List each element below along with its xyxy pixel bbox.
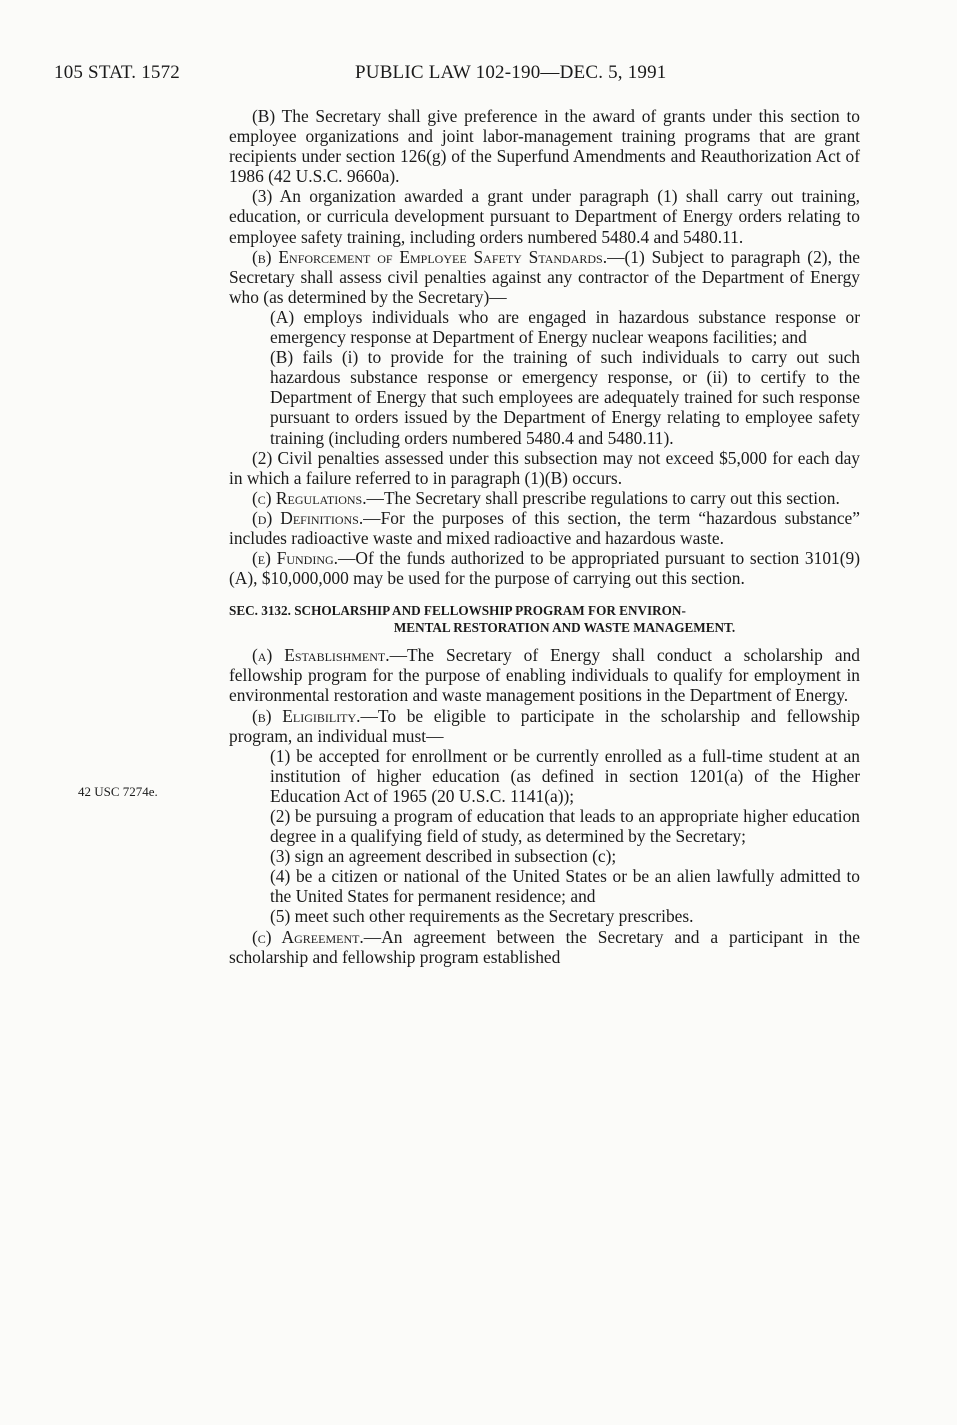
subsection-heading: (a) Establishment.— <box>252 645 407 666</box>
paragraph-3-organization: (3) An organization awarded a grant under paragraph (1) shall carry out training, education, or curricula development pursuant to Department of Energy orders relating to employee safety training, including orders numbered 5480.4 and 5480.11. <box>229 186 860 247</box>
subsection-heading: (c) Regulations.— <box>252 487 384 508</box>
subsection-heading: (c) Agreement.— <box>252 926 382 947</box>
statute-body <box>229 106 860 967</box>
paragraph-2-civil-penalties: (2) Civil penalties assessed under this subsection may not exceed $5,000 for each day in which a failure referred to in paragraph (1)(B) occurs. <box>229 447 860 488</box>
page-running-head: PUBLIC LAW 102-190—DEC. 5, 1991 <box>355 62 667 83</box>
margin-citation-note: 42 USC 7274e. <box>78 784 158 799</box>
subsection-heading: (d) Definitions.— <box>252 507 381 528</box>
eligibility-item-4: (4) be a citizen or national of the United States or be an alien lawfully admitted to the United States for permanent residence; and <box>270 866 860 907</box>
eligibility-item-5: (5) meet such other requirements as the Secretary prescribes. <box>270 906 694 927</box>
subsection-a-establishment: (a) Establishment.—The Secretary of Energy shall conduct a scholarship and fellowship program for the purpose of enabling individuals to qualify for employment in environmental restoration and waste management positions in the Department of Energy. <box>229 645 860 706</box>
subsection-e-funding: (e) Funding.—Of the funds authorized to be appropriated pursuant to section 3101(9)(A), $10,000,000 may be used for the purpose of carrying out this section. <box>229 548 860 589</box>
paragraph-b-preference: (B) The Secretary shall give preference in the award of grants under this section to employee organizations and joint labor-management training programs that are grant recipients under section 126(g) of the Superfund Amendments and Reauthorization Act of 1986 (42 U.S.C. 9660a). <box>229 106 860 187</box>
subsection-d-definitions: (d) Definitions.—For the purposes of this section, the term “hazardous substance” includes radioactive waste and mixed radioactive and hazardous waste. <box>229 507 860 548</box>
section-3132-heading: SEC. 3132. SCHOLARSHIP AND FELLOWSHIP PROGRAM FOR ENVIRON- MENTAL RESTORATION AND WASTE MANAGEMENT. <box>229 603 736 636</box>
subsection-c-regulations: (c) Regulations.—The Secretary shall prescribe regulations to carry out this section. <box>252 487 840 508</box>
subsection-b-enforcement: (b) Enforcement of Employee Safety Standards.—(1) Subject to paragraph (2), the Secretary shall assess civil penalties against any contractor of the Department of Energy who (as determined by the Secretary)— <box>229 246 860 307</box>
eligibility-item-3: (3) sign an agreement described in subsection (c); <box>270 846 617 867</box>
subsection-b-eligibility: (b) Eligibility.—To be eligible to participate in the scholarship and fellowship program, an individual must— <box>229 705 860 746</box>
eligibility-item-2: (2) be pursuing a program of education that leads to an appropriate higher education degree in a qualifying field of study, as determined by the Secretary; <box>270 806 860 847</box>
subsection-heading: (b) Enforcement of Employee Safety Standards.— <box>252 246 625 267</box>
clause-b-fails: (B) fails (i) to provide for the training of such individuals to carry out such hazardous substance response or emergency response, or (ii) to certify to the Department of Energy that such employees are adequately trained for such response pursuant to orders issued by the Department of Energy relating to employee safety training (including orders numbered 5480.4 and 5480.11). <box>270 347 860 448</box>
subsection-c-agreement: (c) Agreement.—An agreement between the Secretary and a participant in the scholarship and fellowship program established <box>229 926 860 967</box>
clause-a-employs: (A) employs individuals who are engaged in hazardous substance response or emergency response at Department of Energy nuclear weapons facilities; and <box>270 306 860 348</box>
eligibility-item-1: (1) be accepted for enrollment or be currently enrolled as a full-time student at an institution of higher education (as defined in section 1201(a) of the Higher Education Act of 1965 (20 U.S.C. 1141(a)); <box>270 745 860 806</box>
page-stat-number: 105 STAT. 1572 <box>54 62 181 83</box>
subsection-heading: (b) Eligibility.— <box>252 705 378 726</box>
subsection-heading: (e) Funding.— <box>252 548 356 569</box>
